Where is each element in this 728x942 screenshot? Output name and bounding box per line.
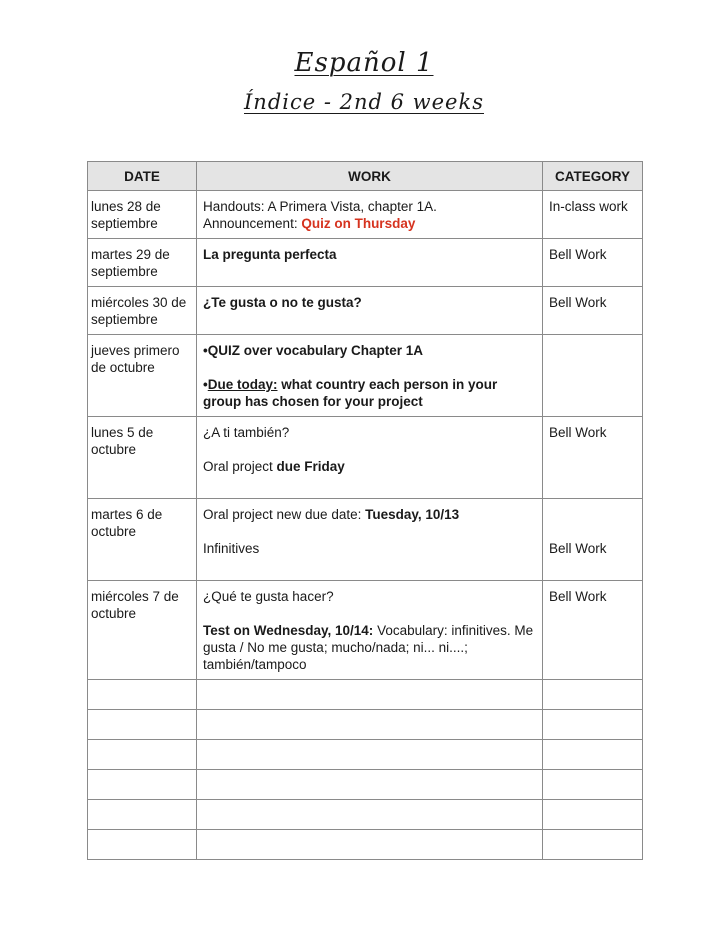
empty-row <box>88 830 643 860</box>
oral-project-due: due Friday <box>276 459 345 474</box>
column-header-category: CATEGORY <box>543 162 643 191</box>
category-cell: Bell Work <box>543 239 643 287</box>
empty-cell <box>88 740 197 770</box>
work-line <box>203 458 537 475</box>
category-cell: Bell Work <box>543 581 643 680</box>
category-cell <box>543 499 643 581</box>
work-line: ¿A ti también? <box>203 425 290 440</box>
table-header-row <box>88 162 643 191</box>
empty-cell <box>197 800 543 830</box>
empty-row <box>88 710 643 740</box>
date-cell: martes 29 de septiembre <box>88 239 197 287</box>
empty-cell <box>197 830 543 860</box>
date-cell: miércoles 7 de octubre <box>88 581 197 680</box>
cell-spacer <box>203 475 537 492</box>
empty-row <box>88 740 643 770</box>
empty-cell <box>197 710 543 740</box>
empty-cell <box>88 800 197 830</box>
date-cell: lunes 5 de octubre <box>88 417 197 499</box>
empty-cell <box>543 710 643 740</box>
new-due-date-label: Oral project new due date: <box>203 507 366 522</box>
work-line <box>203 376 537 410</box>
table-row <box>88 499 643 581</box>
work-cell <box>197 335 543 417</box>
column-header-work: WORK <box>197 162 543 191</box>
work-cell <box>197 499 543 581</box>
empty-row <box>88 770 643 800</box>
table-row <box>88 287 643 335</box>
empty-cell <box>543 740 643 770</box>
test-details: Vocabulary: infinitives. Me gusta / No me gusta; mucho/nada; ni... ni....; también/tampoco <box>203 623 534 672</box>
work-line: Handouts: A Primera Vista, chapter 1A. <box>203 199 437 214</box>
page-title <box>0 48 728 78</box>
empty-cell <box>88 680 197 710</box>
empty-cell <box>88 830 197 860</box>
empty-cell <box>88 770 197 800</box>
category-cell: Bell Work <box>543 287 643 335</box>
page-title-text: Español 1 <box>294 48 434 78</box>
date-cell: jueves primero de octubre <box>88 335 197 417</box>
category-cell: Bell Work <box>543 417 643 499</box>
empty-cell <box>197 740 543 770</box>
category-cell: In-class work <box>543 191 643 239</box>
work-cell <box>197 581 543 680</box>
category-text: Bell Work <box>549 541 607 556</box>
cell-spacer <box>549 506 637 523</box>
index-table <box>87 161 643 860</box>
work-line: Infinitives <box>203 541 260 556</box>
work-line: ¿Qué te gusta hacer? <box>203 589 334 604</box>
announcement-label: Announcement: <box>203 216 302 231</box>
work-line <box>203 506 537 523</box>
date-cell: lunes 28 de septiembre <box>88 191 197 239</box>
due-today-label: Due today: <box>207 377 278 392</box>
new-due-date: Tuesday, 10/13 <box>365 507 460 522</box>
work-cell <box>197 417 543 499</box>
test-date: Test on Wednesday, 10/14: <box>203 623 374 638</box>
date-cell: martes 6 de octubre <box>88 499 197 581</box>
work-cell: La pregunta perfecta <box>197 239 543 287</box>
table-row <box>88 191 643 239</box>
work-cell <box>197 191 543 239</box>
empty-cell <box>88 710 197 740</box>
table-row <box>88 581 643 680</box>
work-line <box>203 215 537 232</box>
bullet: • <box>203 377 208 392</box>
page-subtitle-text: Índice - 2nd 6 weeks <box>244 90 484 114</box>
empty-cell <box>543 800 643 830</box>
column-header-date: DATE <box>88 162 197 191</box>
work-line: •QUIZ over vocabulary Chapter 1A <box>203 343 424 358</box>
table-row <box>88 239 643 287</box>
page-subtitle <box>0 90 728 114</box>
empty-row <box>88 800 643 830</box>
empty-cell <box>197 680 543 710</box>
table-row <box>88 335 643 417</box>
work-cell: ¿Te gusta o no te gusta? <box>197 287 543 335</box>
empty-cell <box>197 770 543 800</box>
category-cell <box>543 335 643 417</box>
due-today-text: what country each person in your group has chosen for your project <box>203 377 498 409</box>
empty-cell <box>543 770 643 800</box>
empty-cell <box>543 830 643 860</box>
oral-project-label: Oral project <box>203 459 277 474</box>
quiz-alert: Quiz on Thursday <box>301 216 416 231</box>
empty-row <box>88 680 643 710</box>
cell-spacer <box>203 557 537 574</box>
date-cell: miércoles 30 de septiembre <box>88 287 197 335</box>
table-row <box>88 417 643 499</box>
work-line <box>203 622 537 673</box>
empty-cell <box>543 680 643 710</box>
